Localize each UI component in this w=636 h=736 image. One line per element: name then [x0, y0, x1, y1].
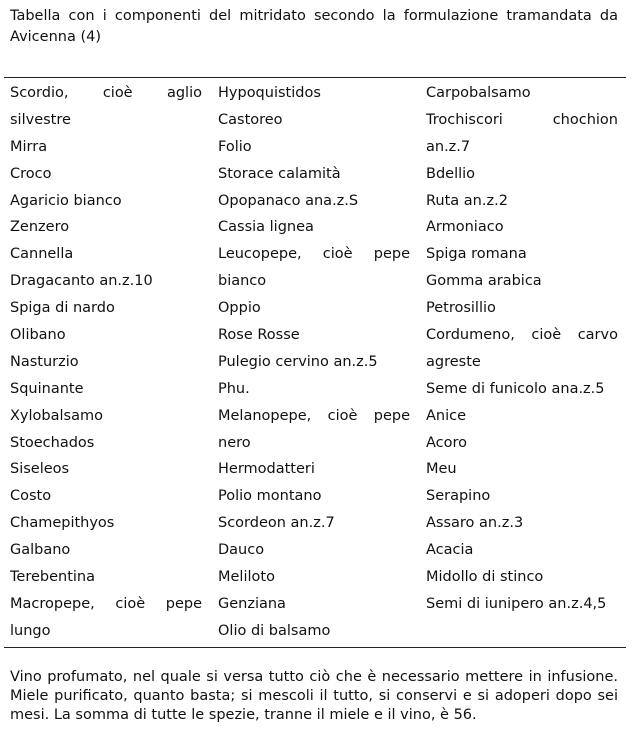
ingredient-line: Dauco: [218, 542, 265, 559]
ingredient-line: Stoechados: [10, 434, 95, 451]
ingredient-line: Costo: [10, 488, 52, 505]
ingredient-line: Midollo di stinco: [426, 569, 544, 586]
ingredient-word: pepe: [373, 246, 410, 263]
ingredient-line: [426, 107, 618, 134]
table-bottom-rule: [4, 647, 626, 648]
table-top-rule: [4, 77, 626, 78]
ingredient-line: Acacia: [426, 542, 474, 559]
ingredient-word: cioè: [327, 407, 358, 424]
ingredient-line: Armoniaco: [426, 219, 504, 236]
ingredient-line: Carpobalsamo: [426, 85, 531, 101]
ingredient-word: cioè: [115, 595, 146, 612]
ingredient-line: Acoro: [426, 434, 468, 451]
ingredient-line: Oppio: [218, 300, 261, 317]
ingredient-word: cioè: [322, 246, 353, 263]
ingredient-line: Terebentina: [10, 569, 95, 586]
ingredient-word: chochion: [552, 111, 618, 128]
ingredient-line: lungo: [10, 622, 51, 639]
ingredient-word: Macropepe,: [10, 595, 95, 612]
ingredient-line: Mirra: [10, 138, 48, 155]
ingredient-word: carvo: [577, 327, 618, 344]
ingredient-word: cioè: [102, 85, 133, 101]
ingredient-line: Phu.: [218, 380, 250, 397]
ingredient-line: Castoreo: [218, 111, 283, 128]
ingredient-line: [218, 241, 410, 268]
ingredient-line: [426, 322, 618, 349]
ingredient-line: Bdellio: [426, 165, 476, 182]
ingredient-line: Gomma arabica: [426, 273, 542, 290]
ingredient-word: Trochiscori: [426, 111, 503, 128]
ingredient-line: Nasturzio: [10, 353, 79, 370]
ingredient-line: Hermodatteri: [218, 461, 315, 478]
ingredient-line: Galbano: [10, 542, 71, 559]
ingredient-line: Hypoquistidos: [218, 85, 321, 101]
ingredient-line: Pulegio cervino an.z.5: [218, 353, 378, 370]
ingredient-line: [10, 591, 202, 618]
ingredient-line: Chamepithyos: [10, 515, 115, 532]
ingredient-line: Meliloto: [218, 569, 275, 586]
ingredient-line: Petrosillio: [426, 300, 496, 317]
ingredient-line: agreste: [426, 353, 481, 370]
ingredient-line: Squinante: [10, 380, 84, 397]
ingredient-word: Melanopepe,: [218, 407, 312, 424]
ingredient-line: Ruta an.z.2: [426, 192, 508, 209]
ingredient-line: Cannella: [10, 246, 74, 263]
ingredient-line: Meu: [426, 461, 457, 478]
ingredient-line: Scordeon an.z.7: [218, 515, 335, 532]
ingredient-word: Cordumeno,: [426, 327, 515, 344]
ingredient-word: pepe: [373, 407, 410, 424]
ingredient-line: nero: [218, 434, 251, 451]
ingredient-line: Assaro an.z.3: [426, 515, 524, 532]
ingredient-line: Polio montano: [218, 488, 322, 505]
ingredient-line: Anice: [426, 407, 467, 424]
ingredient-line: Genziana: [218, 595, 286, 612]
ingredient-line: Serapino: [426, 488, 491, 505]
ingredient-line: Rose Rosse: [218, 327, 300, 344]
ingredient-line: Spiga di nardo: [10, 300, 115, 317]
ingredient-line: Folio: [218, 138, 252, 155]
ingredient-line: [10, 80, 202, 107]
ingredient-line: bianco: [218, 273, 267, 290]
ingredient-line: Seme di funicolo ana.z.5: [426, 380, 605, 397]
ingredient-line: Agaricio bianco: [10, 192, 122, 209]
ingredient-line: Opopanaco ana.z.S: [218, 192, 359, 209]
ingredient-word: Scordio,: [10, 85, 69, 101]
ingredient-line: an.z.7: [426, 138, 471, 155]
ingredient-line: Croco: [10, 165, 52, 182]
ingredient-line: silvestre: [10, 111, 71, 128]
ingredient-word: pepe: [165, 595, 202, 612]
ingredients-column-3: [426, 80, 618, 618]
ingredient-line: Semi di iunipero an.z.4,5: [426, 595, 607, 612]
ingredient-line: Spiga romana: [426, 246, 527, 263]
ingredients-column-1: [10, 80, 202, 645]
ingredient-line: Storace calamità: [218, 165, 341, 182]
ingredient-word: cioè: [531, 327, 562, 344]
ingredient-line: [218, 403, 410, 430]
ingredient-line: Xylobalsamo: [10, 407, 103, 424]
table-footnote: Vino profumato, nel quale si versa tutto ciò che è necessario mettere in infusione. Miele purificato, quanto basta; si mescoli il tutto, si conservi e si adoperi dopo sei mesi. La somma di tutte le spezie, tranne il miele e il vino, è 56.: [10, 669, 618, 723]
ingredients-column-2: [218, 80, 410, 645]
ingredient-line: Cassia lignea: [218, 219, 314, 236]
ingredient-line: Zenzero: [10, 219, 70, 236]
ingredient-line: Olibano: [10, 327, 66, 344]
ingredient-line: Siseleos: [10, 461, 70, 478]
ingredient-word: aglio: [166, 85, 202, 101]
ingredient-word: Leucopepe,: [218, 246, 302, 263]
ingredient-line: Olio di balsamo: [218, 622, 331, 639]
table-caption: Tabella con i componenti del mitridato secondo la formulazione tramandata da Avicenna (4): [10, 8, 618, 45]
ingredient-line: Dragacanto an.z.10: [10, 273, 153, 290]
